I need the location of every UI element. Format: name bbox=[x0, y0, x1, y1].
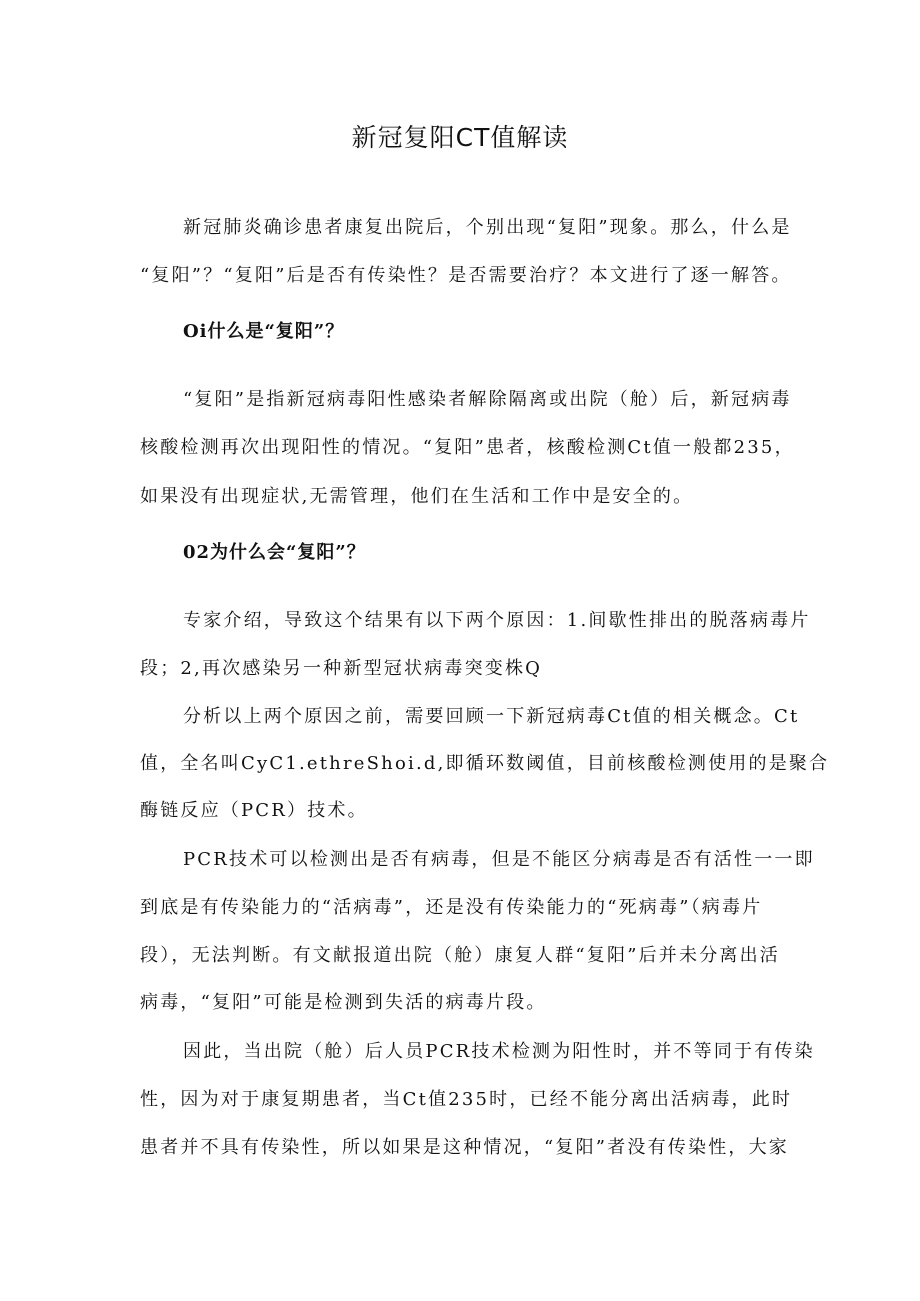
section1-heading: Oi什么是“复阳”？ bbox=[183, 321, 345, 342]
intro-line-2: “复阳”？“复阳”后是否有传染性？是否需要治疗？本文进行了逐一解答。 bbox=[140, 265, 792, 286]
section2-p1-line-2: 段；2,再次感染另一种新型冠状病毒突变株Q bbox=[140, 658, 543, 679]
section2-p3-line-1: PCR技术可以检测出是否有病毒，但是不能区分病毒是否有活性一一即 bbox=[183, 849, 815, 870]
section2-p4-line-2: 性，因为对于康复期患者，当Ct值235时，已经不能分离出活病毒，此时 bbox=[140, 1089, 793, 1110]
document-title: 新冠复阳CT值解读 bbox=[351, 123, 569, 152]
section2-p3-line-2: 到底是有传染能力的“活病毒”，还是没有传染能力的“死病毒”（病毒片 bbox=[140, 897, 763, 918]
section2-p1-line-1: 专家介绍，导致这个结果有以下两个原因：1.间歇性排出的脱落病毒片 bbox=[183, 610, 811, 631]
section2-p2-line-3: 酶链反应（PCR）技术。 bbox=[140, 800, 368, 821]
section2-p2-line-2: 值，全名叫CyC1.ethreShoi.d,即循环数阈值，目前核酸检测使用的是聚合 bbox=[140, 753, 830, 774]
section2-p4-line-3: 患者并不具有传染性，所以如果是这种情况，“复阳”者没有传染性，大家 bbox=[140, 1137, 790, 1158]
section2-heading: 02为什么会“复阳”？ bbox=[183, 542, 366, 563]
section2-p3-line-3: 段），无法判断。有文献报道出院（舱）康复人群“复阳”后并未分离出活 bbox=[140, 945, 781, 966]
section1-line-2: 核酸检测再次出现阳性的情况。“复阳”患者，核酸检测Ct值一般都235， bbox=[140, 437, 795, 458]
intro-line-1: 新冠肺炎确诊患者康复出院后，个别出现“复阳”现象。那么，什么是 bbox=[183, 217, 792, 238]
section1-line-1: “复阳”是指新冠病毒阳性感染者解除隔离或出院（舱）后，新冠病毒 bbox=[183, 389, 792, 410]
section2-p4-line-1: 因此，当出院（舱）后人员PCR技术检测为阳性时，并不等同于有传染 bbox=[183, 1041, 815, 1062]
section2-p3-line-4: 病毒，“复阳”可能是检测到失活的病毒片段。 bbox=[140, 992, 547, 1013]
section1-line-3: 如果没有出现症状,无需管理，他们在生活和工作中是安全的。 bbox=[140, 486, 694, 507]
section2-p2-line-1: 分析以上两个原因之前，需要回顾一下新冠病毒Ct值的相关概念。Ct bbox=[183, 706, 800, 727]
